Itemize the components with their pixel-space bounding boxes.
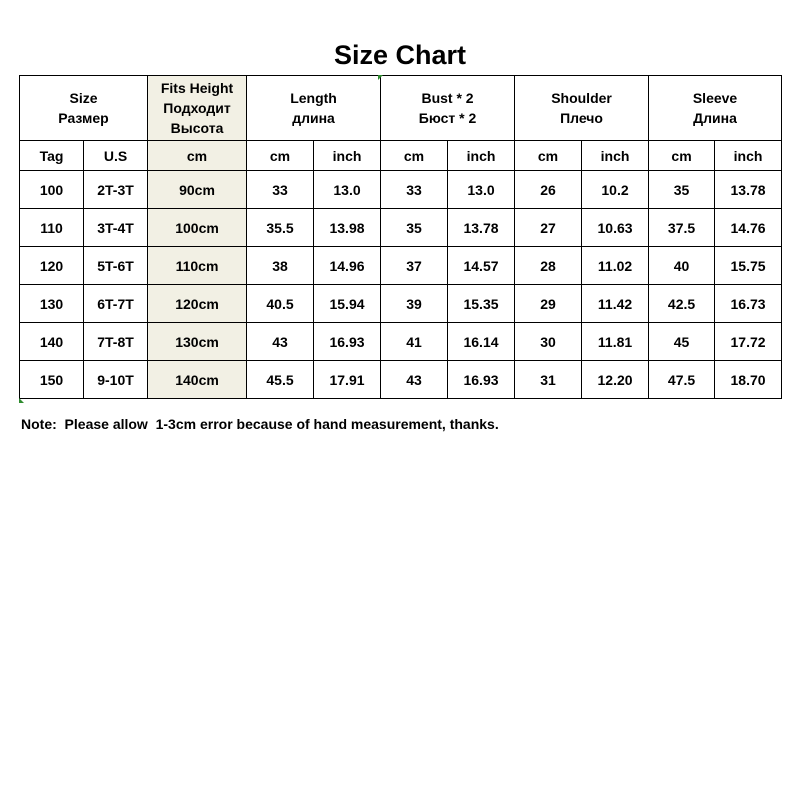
table-cell: 90cm [148,171,247,209]
table-cell: 150 [20,361,84,399]
table-row [20,171,782,209]
table-row [20,323,782,361]
table-cell: 14.57 [448,247,515,285]
table-cell: 38 [247,247,314,285]
table-cell: 16.93 [314,323,381,361]
table-cell: 9-10T [84,361,148,399]
table-row [20,361,782,399]
table-cell: 16.73 [715,285,782,323]
table-cell: 140cm [148,361,247,399]
table-cell: 43 [247,323,314,361]
table-cell: 10.63 [582,209,649,247]
header-shoulder [515,76,649,141]
table-cell: 30 [515,323,582,361]
table-cell: 6T-7T [84,285,148,323]
corner-marker [19,398,24,403]
table-cell: 29 [515,285,582,323]
table-cell: 41 [381,323,448,361]
table-cell: 15.75 [715,247,782,285]
table-cell: 100cm [148,209,247,247]
table-row [20,247,782,285]
unit-cell: cm [515,141,582,171]
unit-cell: Tag [20,141,84,171]
header-size [20,76,148,141]
table-cell: 100 [20,171,84,209]
unit-cell: inch [314,141,381,171]
table-cell: 18.70 [715,361,782,399]
table-cell: 2T-3T [84,171,148,209]
header-bust [381,76,515,141]
table-cell: 7T-8T [84,323,148,361]
header-shoulder-en: Shoulder [551,90,612,106]
unit-row [20,141,782,171]
table-cell: 11.02 [582,247,649,285]
table-cell: 13.78 [715,171,782,209]
table-cell: 26 [515,171,582,209]
table-cell: 42.5 [649,285,715,323]
table-cell: 120 [20,247,84,285]
table-cell: 31 [515,361,582,399]
table-cell: 40 [649,247,715,285]
table-cell: 43 [381,361,448,399]
table-cell: 13.78 [448,209,515,247]
header-sleeve [649,76,782,141]
table-cell: 13.0 [314,171,381,209]
unit-cell: inch [715,141,782,171]
header-row [20,76,782,141]
header-fits-height [148,76,247,141]
unit-cell: cm [649,141,715,171]
table-cell: 5T-6T [84,247,148,285]
measurement-note: Note: Please allow 1-3cm error because of hand measurement, thanks. [21,416,499,432]
table-cell: 13.98 [314,209,381,247]
table-cell: 13.0 [448,171,515,209]
table-cell: 12.20 [582,361,649,399]
table-cell: 47.5 [649,361,715,399]
table-cell: 10.2 [582,171,649,209]
table-row [20,285,782,323]
header-fits-height-en: Fits Height [160,80,234,96]
table-cell: 37 [381,247,448,285]
table-cell: 11.42 [582,285,649,323]
header-bust-ru: Бюст * 2 [418,110,477,126]
table-row [20,209,782,247]
table-cell: 130 [20,285,84,323]
unit-cell: cm [247,141,314,171]
header-fits-height-ru1: Подходит [163,100,231,116]
unit-cell: cm [381,141,448,171]
table-cell: 35 [381,209,448,247]
table-cell: 45 [649,323,715,361]
header-length-ru: длина [292,110,335,126]
table-cell: 14.96 [314,247,381,285]
unit-cell: U.S [84,141,148,171]
table-cell: 27 [515,209,582,247]
table-cell: 39 [381,285,448,323]
header-size-en: Size [69,90,98,106]
table-cell: 17.91 [314,361,381,399]
table-cell: 40.5 [247,285,314,323]
header-shoulder-ru: Плечо [560,110,603,126]
unit-cell: inch [448,141,515,171]
table-cell: 28 [515,247,582,285]
table-cell: 130cm [148,323,247,361]
header-fits-height-ru2: Высота [170,120,224,136]
table-cell: 45.5 [247,361,314,399]
unit-cell: inch [582,141,649,171]
table-cell: 15.94 [314,285,381,323]
header-length [247,76,381,141]
table-cell: 35.5 [247,209,314,247]
table-cell: 33 [247,171,314,209]
size-chart-table [19,75,782,399]
header-sleeve-ru: Длина [693,110,737,126]
table-cell: 16.93 [448,361,515,399]
table-cell: 17.72 [715,323,782,361]
table-cell: 35 [649,171,715,209]
table-cell: 3T-4T [84,209,148,247]
table-cell: 110 [20,209,84,247]
corner-marker [378,75,383,80]
unit-cell: cm [148,141,247,171]
table-cell: 37.5 [649,209,715,247]
table-cell: 11.81 [582,323,649,361]
header-size-ru: Размер [58,110,109,126]
header-length-en: Length [290,90,337,106]
table-cell: 140 [20,323,84,361]
header-sleeve-en: Sleeve [692,90,738,106]
table-cell: 15.35 [448,285,515,323]
chart-title: Size Chart [333,40,467,70]
table-cell: 14.76 [715,209,782,247]
table-cell: 16.14 [448,323,515,361]
table-cell: 33 [381,171,448,209]
header-bust-en: Bust * 2 [421,90,474,106]
table-cell: 110cm [148,247,247,285]
table-cell: 120cm [148,285,247,323]
